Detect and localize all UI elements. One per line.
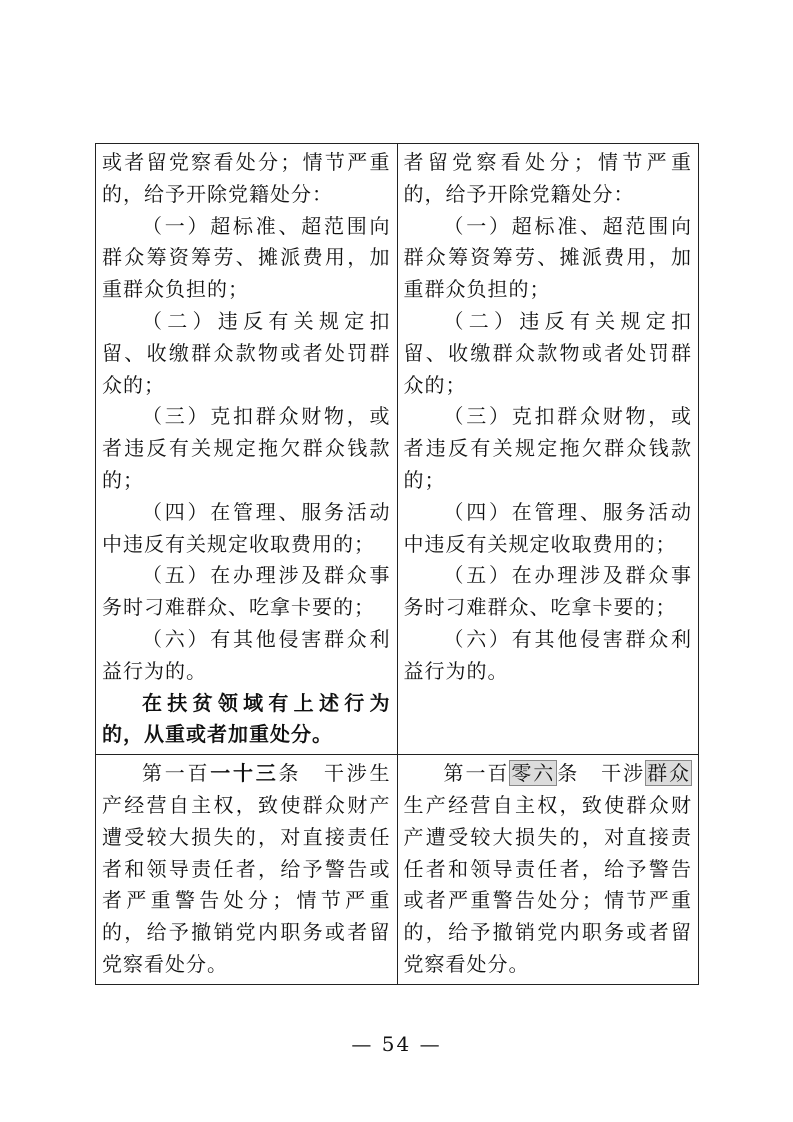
clause-item: （二）违反有关规定扣留、收缴群众款物或者处罚群众的； <box>403 308 692 397</box>
article-body: 生产经营自主权，致使群众财产遭受较大损失的，对直接责任者和领导责任者，给予警告或者严重警告处分；情节严重的，给予撤销党内职务或者留党察看处分。 <box>102 761 391 976</box>
table-row <box>96 755 699 985</box>
clause-item: （一）超标准、超范围向群众筹资筹劳、摊派费用，加重群众负担的； <box>403 213 692 302</box>
clause-item: （三）克扣群众财物，或者违反有关规定拖欠群众钱款的； <box>102 404 391 492</box>
old-text-cell <box>96 144 398 755</box>
clause-item: （五）在办理涉及群众事务时刁难群众、吃拿卡要的； <box>102 563 391 620</box>
clause-lead: 者留党察看处分；情节严重的，给予开除党籍处分： <box>403 150 692 206</box>
article-paragraph <box>102 758 391 981</box>
clause-lead: 或者留党察看处分；情节严重的，给予开除党籍处分： <box>102 150 391 206</box>
clause-item: （六）有其他侵害群众利益行为的。 <box>102 626 391 683</box>
table-row <box>96 144 699 755</box>
article-paragraph <box>404 758 693 981</box>
clause-item: （五）在办理涉及群众事务时刁难群众、吃拿卡要的； <box>403 563 692 620</box>
article-prefix: 第一百 <box>142 761 211 786</box>
clause-item: （四）在管理、服务活动中违反有关规定收取费用的； <box>102 499 391 556</box>
clause-item: （四）在管理、服务活动中违反有关规定收取费用的； <box>403 499 692 556</box>
comparison-table <box>95 143 699 985</box>
article-number-bold: 一十三 <box>210 761 279 786</box>
article-prefix: 第一百 <box>443 761 510 786</box>
article-suffix: 条 干涉 <box>557 761 646 786</box>
clause-item: （二）违反有关规定扣留、收缴群众款物或者处罚群众的； <box>102 308 391 397</box>
page-number: — 54 — <box>351 1032 442 1056</box>
highlighted-word: 群众 <box>647 761 691 786</box>
new-text-cell <box>397 144 699 755</box>
clause-item: （三）克扣群众财物，或者违反有关规定拖欠群众钱款的； <box>403 404 692 492</box>
new-article-cell <box>397 755 699 985</box>
clause-item: （六）有其他侵害群众利益行为的。 <box>403 626 692 683</box>
article-body: 生产经营自主权，致使群众财产遭受较大损失的，对直接责任者和领导责任者，给予警告或者严重警告处分；情节严重的，给予撤销党内职务或者留党察看处分。 <box>403 792 692 976</box>
clause-item: （一）超标准、超范围向群众筹资筹劳、摊派费用，加重群众负担的； <box>102 213 391 302</box>
poverty-clause: 在扶贫领域有上述行为的，从重或者加重处分。 <box>102 690 391 747</box>
old-article-cell <box>96 755 398 985</box>
article-suffix: 条 干涉 <box>278 761 370 786</box>
article-number-highlight: 零六 <box>511 761 556 786</box>
